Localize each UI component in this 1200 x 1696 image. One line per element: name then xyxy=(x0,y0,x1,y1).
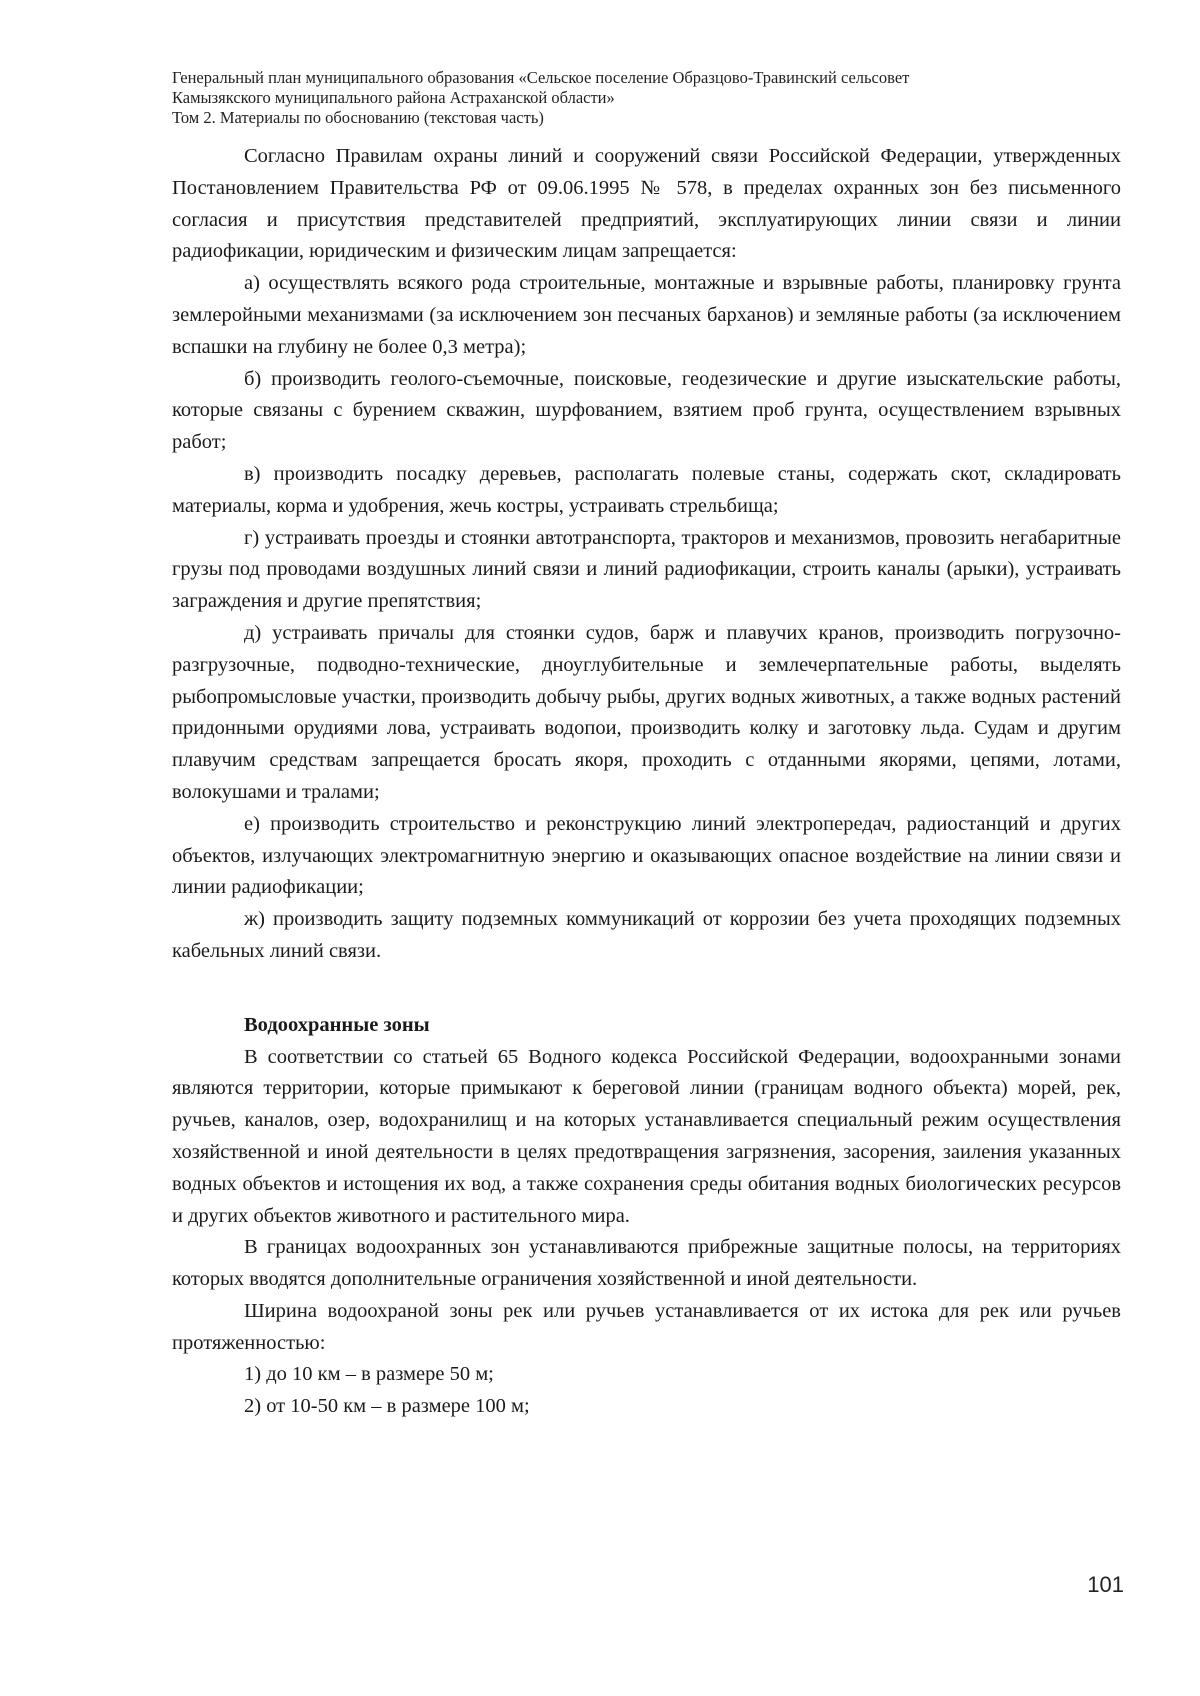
header-line-1: Генеральный план муниципального образования «Сельское поселение Образцово-Травинский сельсовет xyxy=(172,68,910,87)
list-item-a: а) осуществлять всякого рода строительные, монтажные и взрывные работы, планировку грунта землеройными механизмами (за исключением зон песчаных барханов) и земляные работы (за исключением вспашки на глубину не более 0,3 метра); xyxy=(172,272,1121,358)
width-list-item-2: 2) от 10-50 км – в размере 100 м; xyxy=(244,1395,530,1418)
section-heading: Водоохранные зоны xyxy=(244,1013,430,1036)
document-body xyxy=(172,141,1121,1423)
list-item-b: б) производить геолого-съемочные, поисковые, геодезические и другие изыскательские работы, которые связаны с бурением скважин, шурфованием, взятием проб грунта, осуществлением взрывных работ; xyxy=(172,367,1121,454)
section-spacer xyxy=(172,968,1121,1010)
list-item-g: г) устраивать проезды и стоянки автотранспорта, тракторов и механизмов, провозить негабаритные грузы под проводами воздушных линий связи и линий радиофикации, строить каналы (арыки), устраивать заграждения и другие препятствия; xyxy=(172,526,1121,613)
list-item-e: е) производить строительство и реконструкцию линий электропередач, радиостанций и других объектов, излучающих электромагнитную энергию и оказывающих опасное воздействие на линии связи и линии радиофикации; xyxy=(172,812,1121,899)
list-item-zh: ж) производить защиту подземных коммуникаций от коррозии без учета проходящих подземных кабельных линий связи. xyxy=(172,908,1121,962)
header-line-2: Камызякского муниципального района Астраханской области» xyxy=(172,88,615,107)
water-zone-paragraph-1: В соответствии со статьей 65 Водного кодекса Российской Федерации, водоохранными зонами являются территории, которые примыкают к береговой линии (границам водного объекта) морей, рек, ручьев, каналов, озер, водохранилищ и на которых устанавливается специальный режим осуществления хозяйственной и иной деятельности в целях предотвращения загрязнения, засорения, заиления указанных водных объектов и истощения их вод, а также сохранения среды обитания водных биологических ресурсов и других объектов животного и растительного мира. xyxy=(172,1045,1121,1227)
width-list-item-1: 1) до 10 км – в размере 50 м; xyxy=(244,1363,494,1386)
water-zone-paragraph-3: Ширина водоохраной зоны рек или ручьев устанавливается от их истока для рек или ручьев протяженностью: xyxy=(172,1299,1121,1354)
water-zone-paragraph-2: В границах водоохранных зон устанавливаются прибрежные защитные полосы, на территориях которых вводятся дополнительные ограничения хозяйственной и иной деятельности. xyxy=(172,1236,1121,1291)
list-item-d: д) устраивать причалы для стоянки судов, барж и плавучих кранов, производить погрузочно-разгрузочные, подводно-технические, дноуглубительные и землечерпательные работы, выделять рыбопромысловые участки, производить добычу рыбы, других водных животных, а также водных растений придонными орудиями лова, устраивать водопои, производить колку и заготовку льда. Судам и другим плавучим средствам запрещается бросать якоря, проходить с отданными якорями, цепями, лотами, волокушами и тралами; xyxy=(172,621,1121,803)
page-number: 101 xyxy=(1087,1572,1124,1597)
document-header xyxy=(172,68,1122,128)
list-item-v: в) производить посадку деревьев, располагать полевые станы, содержать скот, складировать материалы, корма и удобрения, жечь костры, устраивать стрельбища; xyxy=(172,462,1121,517)
header-line-3: Том 2. Материалы по обоснованию (текстовая часть) xyxy=(172,108,544,127)
intro-paragraph: Согласно Правилам охраны линий и сооружений связи Российской Федерации, утвержденных Постановлением Правительства РФ от 09.06.1995 № 578, в пределах охранных зон без письменного согласия и присутствия представителей предприятий, эксплуатирующих линии связи и линии радиофикации, юридическим и физическим лицам запрещается: xyxy=(172,145,1121,263)
